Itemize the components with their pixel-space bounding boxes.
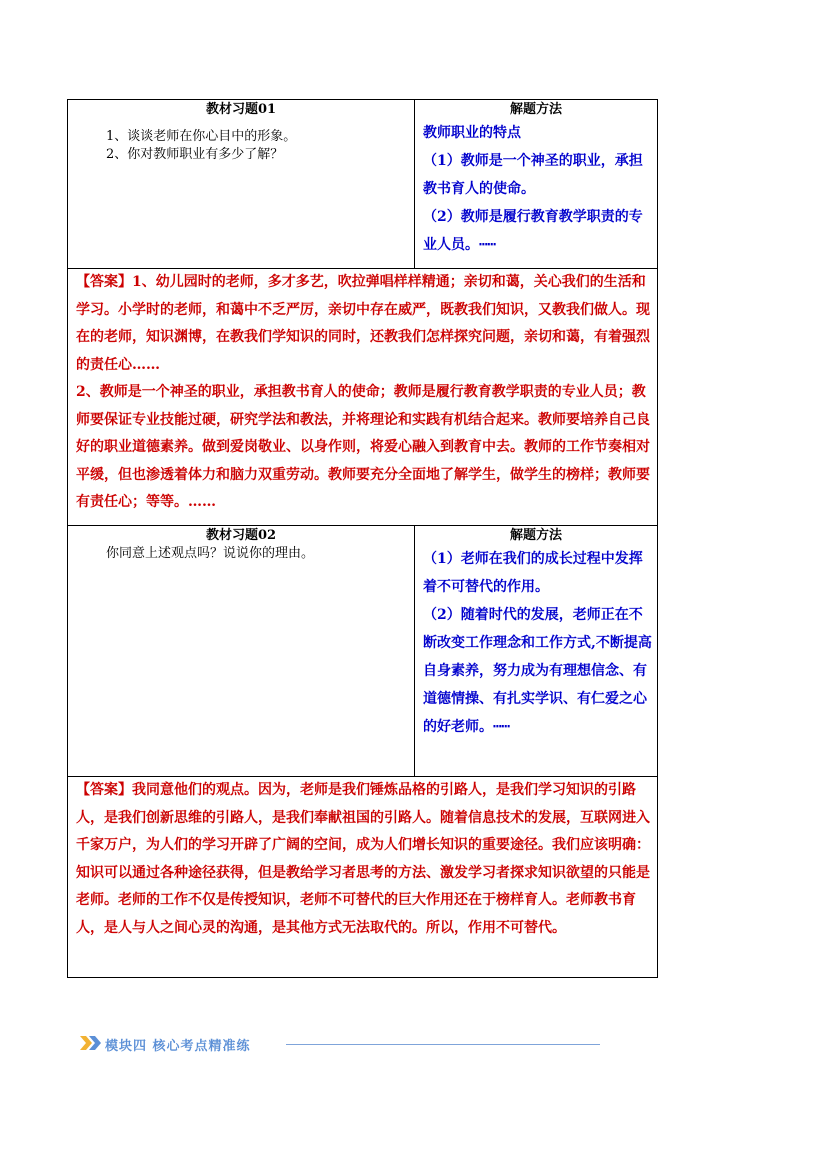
section1-question-1: 1、谈谈老师在你心目中的形象。: [106, 129, 297, 144]
section1-method-cell: [415, 100, 658, 269]
section2-question-cell: [68, 526, 415, 777]
section1-method-line-1: （1）教师是一个神圣的职业，承担教书育人的使命。: [423, 153, 643, 197]
section2-header-row: [68, 526, 658, 777]
section1-question-cell: [68, 100, 415, 269]
section1-method-title: 教师职业的特点: [423, 125, 521, 141]
section1-answer-paragraph-2: 2、教师是一个神圣的职业，承担教书育人的使命；教师是履行教育教学职责的专业人员；教师要保证专业技能过硬，研究学法和教法，并将理论和实践有机结合起来。教师要培养自己良好的职业道德素养。做到爱岗敬业、以身作则，将爱心融入到教育中去。教师的工作节奏相对平缓，但也渗透着体力和脑力双重劳动。教师要充分全面地了解学生，做学生的榜样；教师要有责任心；等等。……: [76, 384, 650, 510]
section2-answer-cell: [68, 777, 658, 978]
section2-answer-row: [68, 777, 658, 978]
section2-method-cell: [415, 526, 658, 777]
footer-divider: [286, 1044, 600, 1045]
section1-answer-row: [68, 269, 658, 526]
section1-left-header: 教材习题01: [205, 102, 277, 117]
section1-method-line-2: （2）教师是履行教育教学职责的专业人员。┅┅: [423, 209, 643, 253]
double-chevron-icon: [80, 1036, 102, 1050]
exercise-table: [67, 99, 658, 978]
section1-header-row: [68, 100, 658, 269]
worksheet: [67, 99, 657, 978]
module-footer: [80, 1034, 610, 1056]
section1-question-2: 2、你对教师职业有多少了解？: [106, 147, 284, 162]
section2-left-header: 教材习题02: [205, 528, 277, 543]
module-title: 模块四 核心考点精准练: [105, 1039, 251, 1054]
section2-method-line-1: （1）老师在我们的成长过程中发挥着不可替代的作用。: [423, 551, 643, 595]
section2-right-header: 解题方法: [509, 528, 562, 543]
section1-right-header: 解题方法: [509, 102, 562, 117]
section2-answer-paragraph: 【答案】我同意他们的观点。因为，老师是我们锤炼品格的引路人，是我们学习知识的引路人，是我们创新思维的引路人，是我们奉献祖国的引路人。随着信息技术的发展，互联网进入千家万户，为人们的学习开辟了广阔的空间，成为人们增长知识的重要途径。我们应该明确：知识可以通过各种途径获得，但是教给学习者思考的方法、激发学习者探求知识欲望的只能是老师。老师的工作不仅是传授知识，老师不可替代的巨大作用还在于榜样育人。老师教书育人，是人与人之间心灵的沟通，是其他方式无法取代的。所以，作用不可替代。: [76, 782, 650, 936]
section2-method-line-2: （2）随着时代的发展，老师正在不断改变工作理念和工作方式,不断提高自身素养，努力成为有理想信念、有道德情操、有扎实学识、有仁爱之心的好老师。┅┅: [423, 607, 652, 735]
section1-answer-paragraph-1: 【答案】1、幼儿园时的老师，多才多艺，吹拉弹唱样样精通；亲切和蔼，关心我们的生活和学习。小学时的老师，和蔼中不乏严厉，亲切中存在威严，既教我们知识，又教我们做人。现在的老师，知识渊博，在教我们学知识的同时，还教我们怎样探究问题，亲切和蔼，有着强烈的责任心……: [76, 274, 650, 373]
section2-question: 你同意上述观点吗？说说你的理由。: [106, 546, 315, 561]
section1-answer-cell: [68, 269, 658, 526]
